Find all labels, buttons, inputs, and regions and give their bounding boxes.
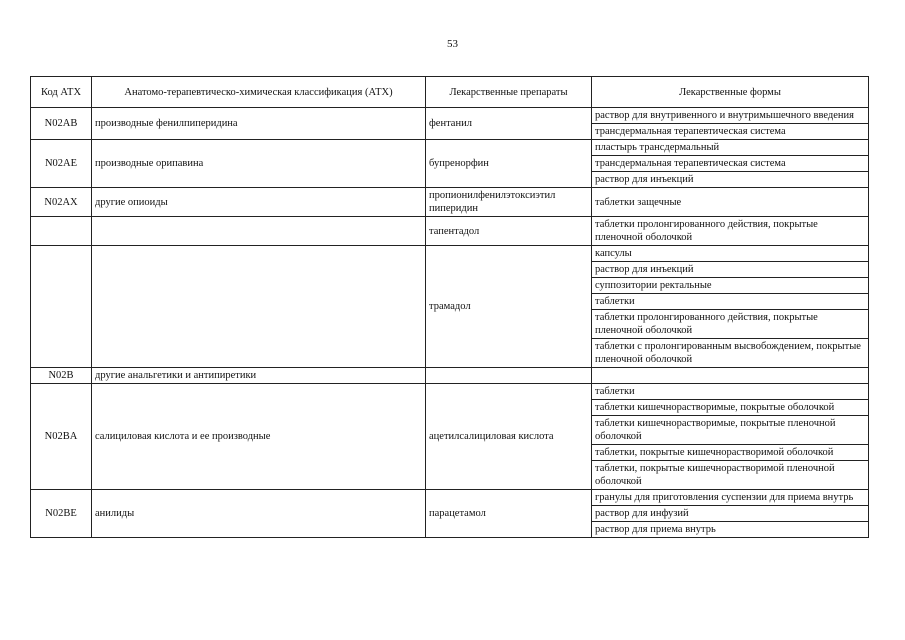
table-body <box>31 108 869 538</box>
dosage-form-cell: таблетки <box>592 384 869 400</box>
dosage-form-cell: таблетки, покрытые кишечнорастворимой оболочкой <box>592 445 869 461</box>
atc-drug-table <box>30 76 869 538</box>
dosage-form-cell: суппозитории ректальные <box>592 278 869 294</box>
drug-cell: ацетилсалициловая кислота <box>426 384 592 490</box>
classification-cell: салициловая кислота и ее производные <box>92 384 426 490</box>
classification-cell: производные орипавина <box>92 140 426 188</box>
dosage-form-cell: трансдермальная терапевтическая система <box>592 156 869 172</box>
code-cell: N02AE <box>31 140 92 188</box>
header-forms: Лекарственные формы <box>592 77 869 108</box>
code-cell: N02B <box>31 368 92 384</box>
dosage-form-cell: раствор для инъекций <box>592 172 869 188</box>
drug-cell: фентанил <box>426 108 592 140</box>
dosage-form-cell: таблетки кишечнорастворимые, покрытые оболочкой <box>592 400 869 416</box>
dosage-form-cell: гранулы для приготовления суспензии для приема внутрь <box>592 490 869 506</box>
classification-cell: производные фенилпиперидина <box>92 108 426 140</box>
dosage-form-cell: таблетки, покрытые кишечнорастворимой пленочной оболочкой <box>592 461 869 490</box>
table-row <box>31 490 869 506</box>
dosage-form-cell: раствор для приема внутрь <box>592 522 869 538</box>
header-classification: Анатомо-терапевтическо-химическая классификация (АТХ) <box>92 77 426 108</box>
classification-cell: другие опиоиды <box>92 188 426 217</box>
page-number: 53 <box>447 38 458 50</box>
dosage-form-cell: таблетки защечные <box>592 188 869 217</box>
drug-cell: пропионилфенилэтоксиэтил пиперидин <box>426 188 592 217</box>
drug-cell: трамадол <box>426 246 592 368</box>
drug-cell: парацетамол <box>426 490 592 538</box>
code-cell: N02AB <box>31 108 92 140</box>
dosage-form-cell: раствор для внутривенного и внутримышечного введения <box>592 108 869 124</box>
drug-cell: тапентадол <box>426 217 592 246</box>
drug-cell: бупренорфин <box>426 140 592 188</box>
table-row <box>31 217 869 246</box>
code-cell: N02BE <box>31 490 92 538</box>
dosage-form-cell: таблетки кишечнорастворимые, покрытые пленочной оболочкой <box>592 416 869 445</box>
table-header-row <box>31 77 869 108</box>
dosage-form-cell: раствор для инъекций <box>592 262 869 278</box>
code-cell <box>31 217 92 246</box>
table-row <box>31 188 869 217</box>
dosage-form-cell: таблетки <box>592 294 869 310</box>
dosage-form-cell: капсулы <box>592 246 869 262</box>
dosage-form-cell <box>592 368 869 384</box>
table-row <box>31 140 869 156</box>
code-cell: N02AX <box>31 188 92 217</box>
code-cell <box>31 246 92 368</box>
dosage-form-cell: таблетки пролонгированного действия, покрытые пленочной оболочкой <box>592 217 869 246</box>
dosage-form-cell: пластырь трансдермальный <box>592 140 869 156</box>
header-drugs: Лекарственные препараты <box>426 77 592 108</box>
table-row <box>31 108 869 124</box>
table-row <box>31 368 869 384</box>
dosage-form-cell: трансдермальная терапевтическая система <box>592 124 869 140</box>
dosage-form-cell: таблетки пролонгированного действия, покрытые пленочной оболочкой <box>592 310 869 339</box>
classification-cell: анилиды <box>92 490 426 538</box>
classification-cell <box>92 217 426 246</box>
classification-cell: другие анальгетики и антипиретики <box>92 368 426 384</box>
dosage-form-cell: раствор для инфузий <box>592 506 869 522</box>
classification-cell <box>92 246 426 368</box>
code-cell: N02BA <box>31 384 92 490</box>
table-row <box>31 246 869 262</box>
dosage-form-cell: таблетки с пролонгированным высвобождением, покрытые пленочной оболочкой <box>592 339 869 368</box>
header-code: Код АТХ <box>31 77 92 108</box>
drug-cell <box>426 368 592 384</box>
table-row <box>31 384 869 400</box>
